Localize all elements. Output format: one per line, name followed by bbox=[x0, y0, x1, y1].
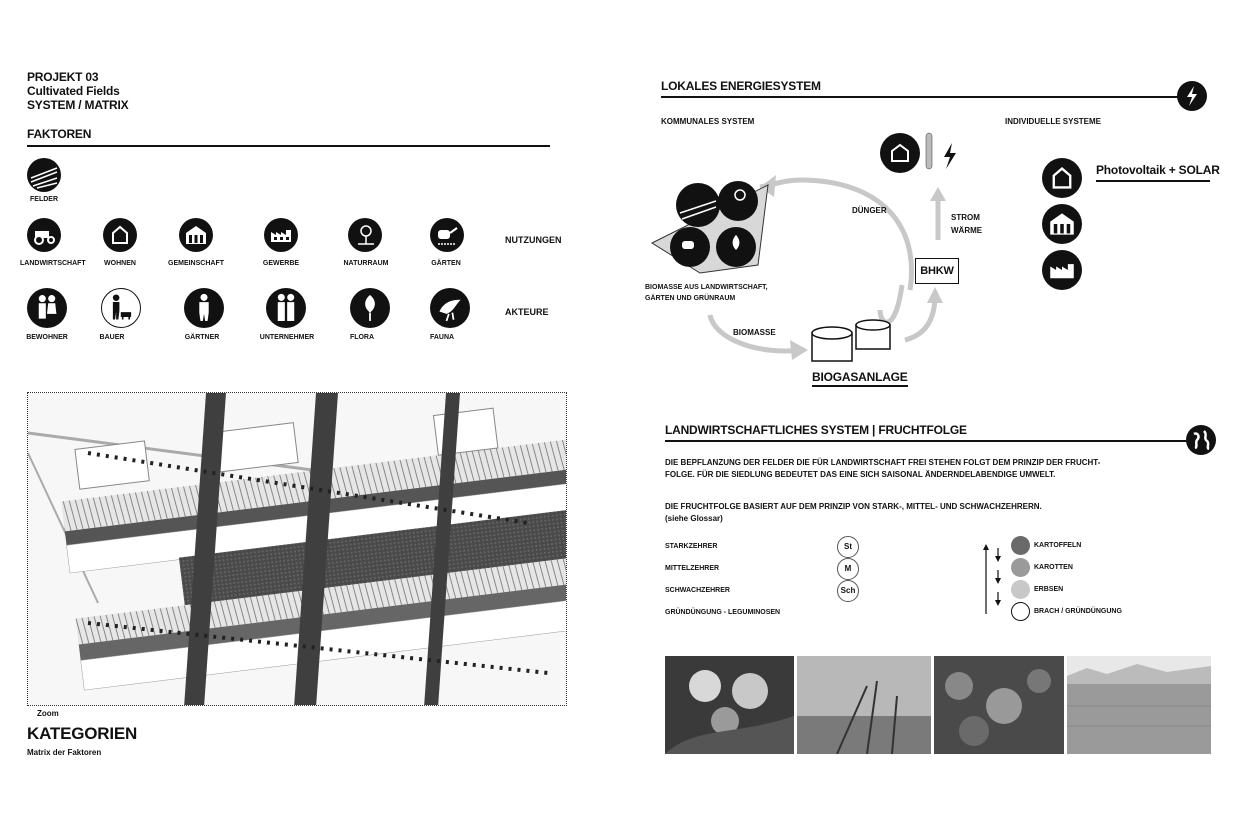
photo-potato-field bbox=[934, 656, 1064, 754]
faktoren-rule bbox=[27, 145, 550, 147]
photo-field-landscape bbox=[1067, 656, 1211, 754]
strom-waerme-label bbox=[951, 211, 982, 237]
field-icon bbox=[27, 158, 61, 192]
akteur-label-3: UNTERNEHMER bbox=[259, 334, 315, 341]
rotation-down-2-head bbox=[995, 578, 1001, 584]
individual-factory-icon bbox=[1042, 250, 1082, 290]
kategorien-subtitle: Matrix der Faktoren bbox=[27, 748, 102, 757]
crop-label-2: ERBSEN bbox=[1034, 586, 1064, 593]
zehrer-label-2: SCHWACHZEHRER bbox=[665, 587, 730, 594]
nutzung-label-4: NATURRAUM bbox=[343, 260, 389, 267]
pv-label: Photovoltaik + SOLAR bbox=[1096, 163, 1220, 177]
rotation-arrows bbox=[980, 542, 1006, 616]
community-icon bbox=[179, 218, 213, 252]
photo-landscape-image bbox=[1067, 656, 1211, 754]
biomass-source-label bbox=[645, 282, 768, 304]
photo-clover-image bbox=[665, 656, 794, 754]
zehrer-badge-1: M bbox=[837, 558, 859, 580]
individual-community-icon bbox=[1042, 204, 1082, 244]
biogas-label: BIOGASANLAGE bbox=[812, 370, 908, 387]
zehrer-badge-2: Sch bbox=[837, 580, 859, 602]
watering-can-icon bbox=[430, 218, 464, 252]
akteur-label-0: BEWOHNER bbox=[26, 334, 68, 341]
fruchtfolge-rule bbox=[665, 440, 1187, 442]
cluster-watering-can bbox=[682, 241, 694, 249]
photo-grain-image bbox=[797, 656, 931, 754]
fruchtfolge-paragraph-2 bbox=[665, 501, 1042, 525]
project-number: PROJEKT 03 bbox=[27, 70, 99, 84]
akteur-label-5: FAUNA bbox=[429, 334, 455, 341]
fruchtfolge-para2-line1: DIE FRUCHTFOLGE BASIERT AUF DEM PRINZIP VON STARK-, MITTEL- UND SCHWACHZEHRERN. bbox=[665, 502, 1042, 511]
cluster-nature-icon bbox=[718, 181, 758, 221]
crop-dot-potato bbox=[1011, 536, 1030, 555]
fruchtfolge-paragraph-1 bbox=[665, 457, 1100, 481]
biomasse-arrowhead bbox=[790, 340, 808, 360]
duenger-arrow bbox=[760, 180, 912, 290]
pv-rule bbox=[1096, 180, 1210, 182]
photo-grain bbox=[797, 656, 931, 754]
biomasse-label: BIOMASSE bbox=[733, 328, 776, 337]
lightning-icon bbox=[1177, 81, 1207, 111]
project-name: Cultivated Fields bbox=[27, 84, 120, 98]
individual-house-icon bbox=[1042, 158, 1082, 198]
project-header bbox=[27, 70, 128, 112]
waerme-label: WÄRME bbox=[951, 226, 983, 235]
energy-rule bbox=[661, 96, 1181, 98]
crop-dot-carrot bbox=[1011, 558, 1030, 577]
faktoren-title: FAKTOREN bbox=[27, 127, 92, 141]
zehrer-label-1: MITTELZEHRER bbox=[665, 565, 720, 572]
bhkw-box: BHKW bbox=[915, 258, 959, 284]
tree-icon bbox=[350, 288, 390, 328]
nutzung-label-1: WOHNEN bbox=[104, 260, 136, 267]
zehrer-badge-0: St bbox=[837, 536, 859, 558]
kategorien-title: KATEGORIEN bbox=[27, 724, 138, 743]
fruchtfolge-para1-line2: FOLGE. FÜR DIE SIEDLUNG BEDEUTET DAS EINE SICH SAISONAL ÄNDERNDELABENDIGE UMWELT. bbox=[665, 470, 1056, 479]
site-plan-map bbox=[27, 392, 567, 706]
nature-icon bbox=[348, 218, 382, 252]
farmer-icon bbox=[101, 288, 141, 328]
akteure-label: AKTEURE bbox=[505, 307, 549, 317]
crop-label-0: KARTOFFELN bbox=[1034, 542, 1082, 549]
biomass-source-line1: BIOMASSE AUS LANDWIRTSCHAFT, bbox=[645, 284, 768, 291]
gardener-icon bbox=[184, 288, 224, 328]
site-plan-drawing bbox=[28, 393, 566, 705]
crop-label-3: BRACH / GRÜNDÜNGUNG bbox=[1034, 608, 1122, 615]
gruenduengung-label: GRÜNDÜNGUNG - LEGUMINOSEN bbox=[665, 609, 781, 616]
residents-icon bbox=[27, 288, 67, 328]
photo-potato-image bbox=[934, 656, 1064, 754]
kommunal-label: KOMMUNALES SYSTEM bbox=[661, 117, 755, 126]
biomass-source-line2: GÄRTEN UND GRÜNRAUM bbox=[645, 295, 736, 302]
rotation-up-head bbox=[983, 544, 989, 550]
nutzung-label-5: GÄRTEN bbox=[431, 260, 461, 267]
house-icon bbox=[103, 218, 137, 252]
crop-label-1: KAROTTEN bbox=[1034, 564, 1073, 571]
crop-dot-fallow bbox=[1011, 602, 1030, 621]
bhkw-output-arrowhead bbox=[930, 187, 946, 201]
rotation-down-3-head bbox=[995, 600, 1001, 606]
cluster-field-icon bbox=[676, 183, 720, 227]
zehrer-label-0: STARKZEHRER bbox=[665, 543, 718, 550]
fruchtfolge-para1-line1: DIE BEPFLANZUNG DER FELDER DIE FÜR LANDWIRTSCHAFT FREI STEHEN FOLGT DEM PRINZIP DER FRUCHT- bbox=[665, 458, 1101, 467]
rotation-down-1-head bbox=[995, 556, 1001, 562]
akteur-label-4: FLORA bbox=[349, 334, 375, 341]
factory-icon bbox=[264, 218, 298, 252]
crop-dot-pea bbox=[1011, 580, 1030, 599]
strom-label: STROM bbox=[951, 213, 980, 222]
entrepreneurs-icon bbox=[266, 288, 306, 328]
tractor-icon bbox=[27, 218, 61, 252]
nutzungen-label: NUTZUNGEN bbox=[505, 235, 562, 245]
photo-clover bbox=[665, 656, 794, 754]
duenger-loop-arrow bbox=[880, 285, 902, 322]
akteur-label-2: GÄRTNER bbox=[184, 334, 220, 341]
zoom-label: Zoom bbox=[37, 709, 59, 718]
biogas-bhkw-arrowhead bbox=[927, 287, 943, 303]
nutzung-label-2: GEMEINSCHAFT bbox=[168, 260, 224, 267]
fruchtfolge-title: LANDWIRTSCHAFTLICHES SYSTEM | FRUCHTFOLGE bbox=[665, 423, 967, 437]
energy-title: LOKALES ENERGIESYSTEM bbox=[661, 79, 821, 93]
duenger-label: DÜNGER bbox=[852, 206, 887, 215]
individuell-label: INDIVIDUELLE SYSTEME bbox=[1005, 117, 1102, 126]
power-icon bbox=[944, 143, 956, 169]
felder-label: FELDER bbox=[30, 196, 58, 203]
thermometer-icon bbox=[926, 133, 932, 169]
bird-icon bbox=[430, 288, 470, 328]
fruchtfolge-para2-line2: (siehe Glossar) bbox=[665, 514, 723, 523]
nutzung-label-3: GEWERBE bbox=[262, 260, 300, 267]
akteur-label-1: BAUER bbox=[99, 334, 125, 341]
biogas-tank-2-top bbox=[856, 320, 890, 330]
project-subtitle: SYSTEM / MATRIX bbox=[27, 98, 129, 112]
energy-house-icon bbox=[880, 133, 920, 173]
biogas-tank-1-top bbox=[812, 327, 852, 339]
nutzung-label-0: LANDWIRTSCHAFT bbox=[20, 260, 86, 267]
globe-icon bbox=[1186, 425, 1216, 455]
